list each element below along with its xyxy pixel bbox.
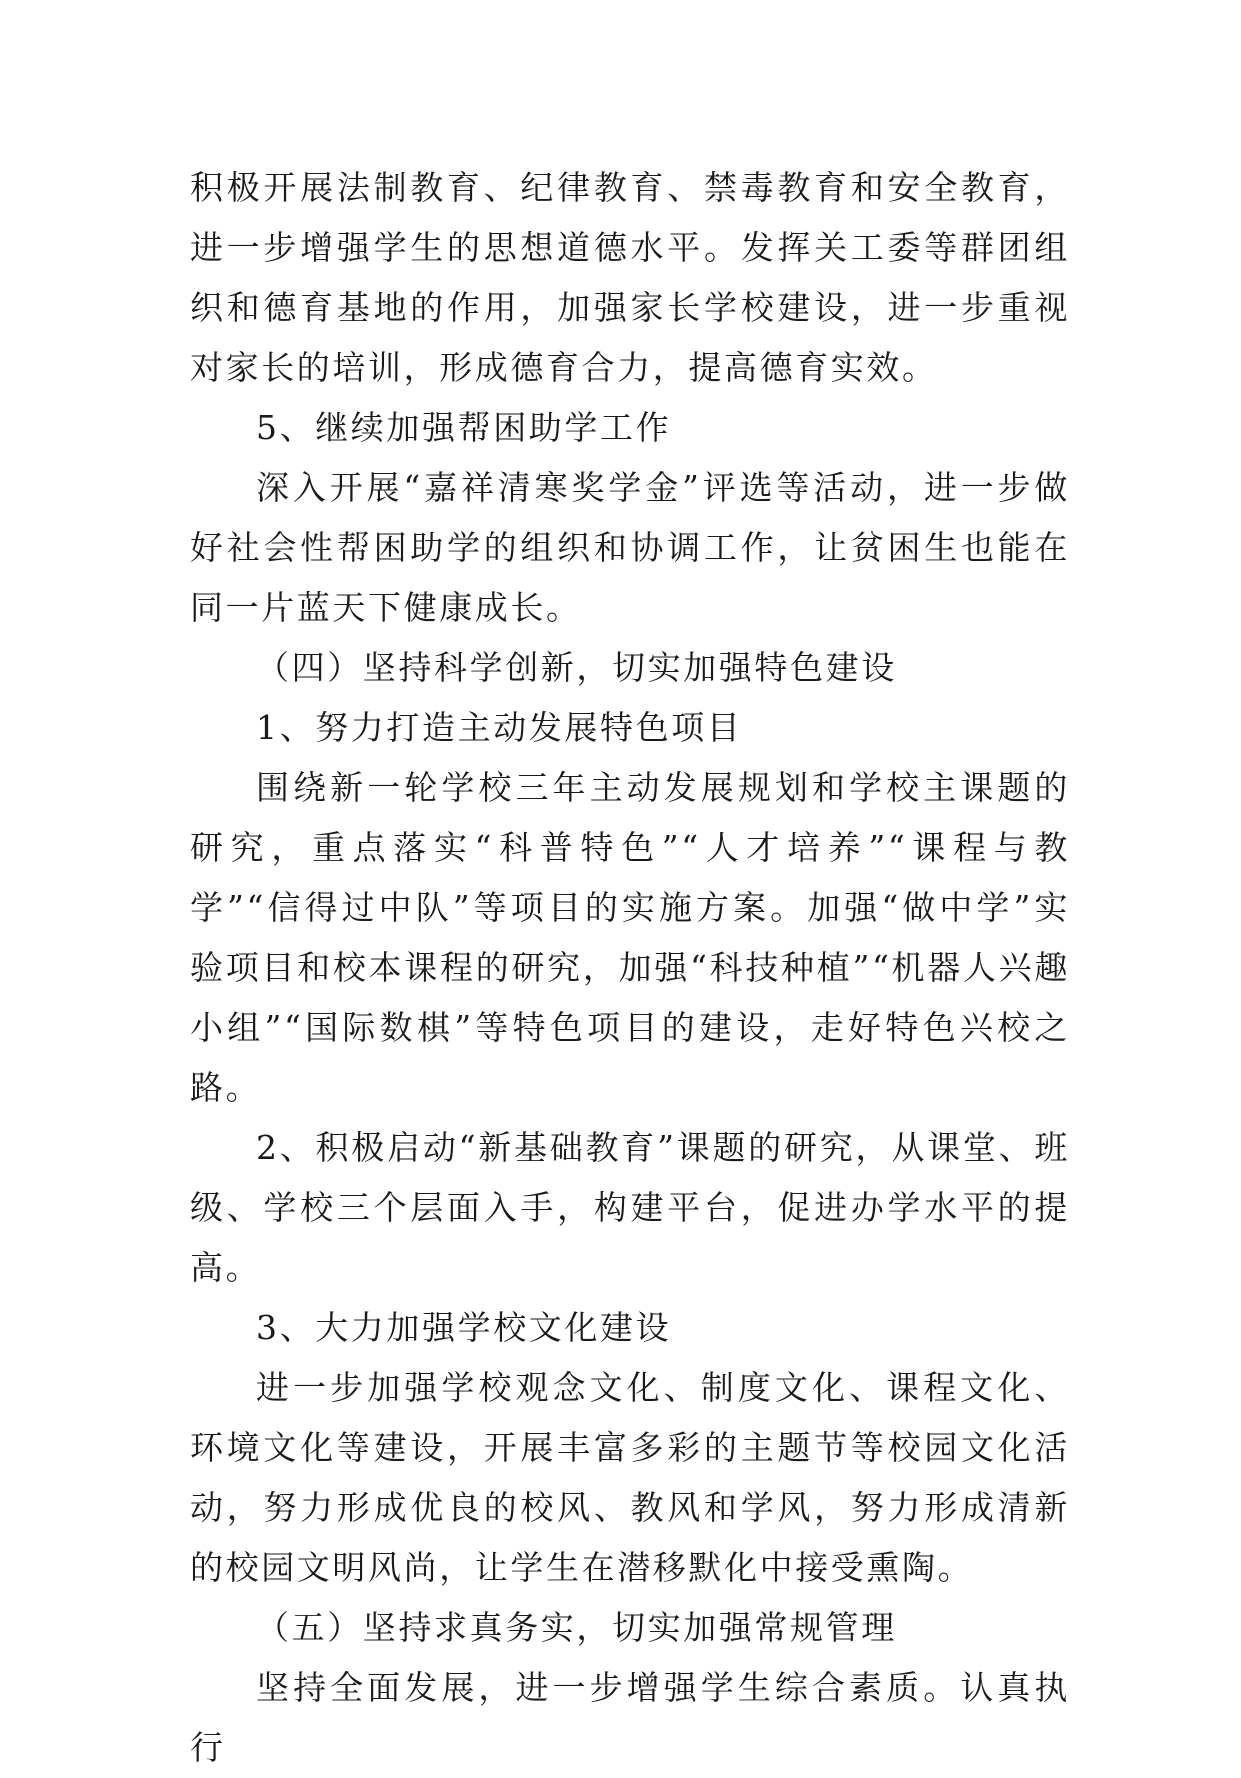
paragraph: 围绕新一轮学校三年主动发展规划和学校主课题的研究，重点落实“科普特色”“人才培养”“课程与教学”“信得过中队”等项目的实施方案。加强“做中学”实验项目和校本课程的研究，加强“科技种植”“机器人兴趣小组”“国际数棋”等特色项目的建设，走好特色兴校之路。 xyxy=(190,768,1070,1107)
section-heading: （五）坚持求真务实，切实加强常规管理 xyxy=(256,1608,897,1647)
paragraph: 深入开展“嘉祥清寒奖学金”评选等活动，进一步做好社会性帮困助学的组织和协调工作，让贫困生也能在同一片蓝天下健康成长。 xyxy=(190,468,1070,627)
paragraph: 坚持全面发展，进一步增强学生综合素质。认真执行 xyxy=(190,1668,1070,1767)
section-heading: （四）坚持科学创新，切实加强特色建设 xyxy=(256,648,897,687)
document-body xyxy=(190,158,1070,1778)
paragraph: 进一步加强学校观念文化、制度文化、课程文化、环境文化等建设，开展丰富多彩的主题节等校园文化活动，努力形成优良的校风、教风和学风，努力形成清新的校园文明风尚，让学生在潜移默化中接受熏陶。 xyxy=(190,1368,1070,1587)
section-heading: 3、大力加强学校文化建设 xyxy=(256,1308,672,1347)
paragraph: 积极开展法制教育、纪律教育、禁毒教育和安全教育，进一步增强学生的思想道德水平。发挥关工委等群团组织和德育基地的作用，加强家长学校建设，进一步重视对家长的培训，形成德育合力，提高德育实效。 xyxy=(190,168,1070,387)
section-heading: 1、努力打造主动发展特色项目 xyxy=(256,708,743,747)
section-heading: 5、继续加强帮困助学工作 xyxy=(256,408,672,447)
paragraph: 2、积极启动“新基础教育”课题的研究，从课堂、班级、学校三个层面入手，构建平台，促进办学水平的提高。 xyxy=(190,1128,1070,1287)
